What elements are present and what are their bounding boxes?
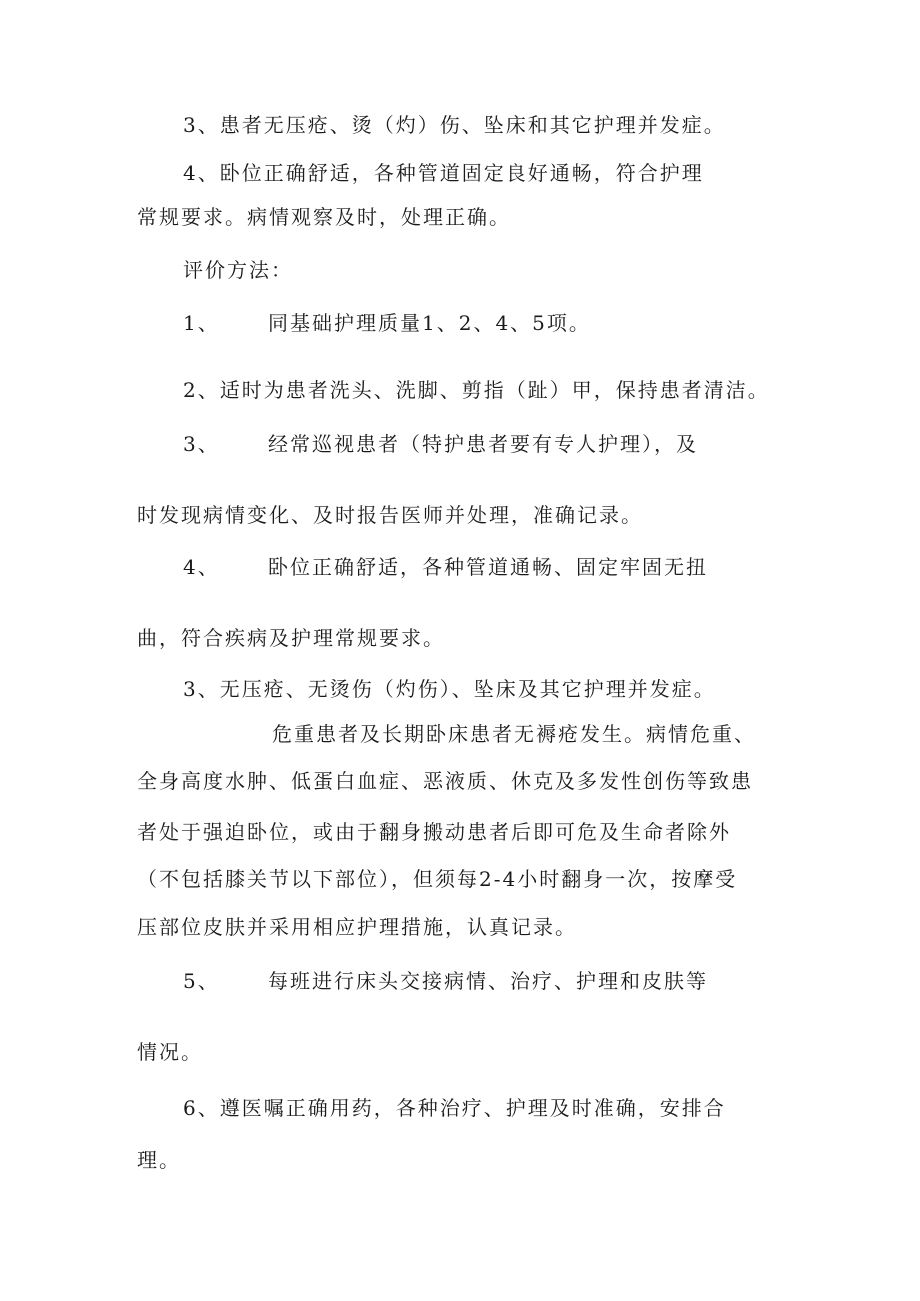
list-item-text: 经常巡视患者（特护患者要有专人护理），及 — [268, 432, 698, 456]
list-item-text: 同基础护理质量1、2、4、5项。 — [268, 311, 591, 335]
list-number: 3、 — [183, 432, 220, 456]
paragraph-line: 情况。 — [137, 1040, 203, 1064]
paragraph-line: 3、患者无压疮、烫（灼）伤、坠床和其它护理并发症。 — [183, 113, 726, 137]
list-item-text: 卧位正确舒适，各种管道通畅、固定牢固无扭 — [268, 555, 708, 579]
paragraph-line: 2、适时为患者洗头、洗脚、剪指（趾）甲，保持患者清洁。 — [183, 378, 770, 402]
list-item-text: 每班进行床头交接病情、治疗、护理和皮肤等 — [268, 969, 708, 993]
paragraph-line: （不包括膝关节以下部位），但须每2-4小时翻身一次，按摩受 — [137, 867, 738, 891]
paragraph-line: 压部位皮肤并采用相应护理措施，认真记录。 — [137, 915, 577, 939]
paragraph-line: 4、卧位正确舒适，各种管道固定良好通畅，符合护理 — [183, 161, 704, 185]
paragraph-line: 危重患者及长期卧床患者无褥疮发生。病情危重、 — [272, 722, 756, 746]
paragraph-line: 3、无压疮、无烫伤（灼伤）、坠床及其它护理并发症。 — [183, 677, 716, 701]
section-heading: 评价方法： — [183, 258, 293, 282]
paragraph-line: 6、遵医嘱正确用药，各种治疗、护理及时准确，安排合 — [183, 1096, 726, 1120]
paragraph-line: 常规要求。病情观察及时，处理正确。 — [137, 205, 511, 229]
list-number: 1、 — [183, 311, 220, 335]
list-number: 5、 — [183, 969, 220, 993]
paragraph-line: 时发现病情变化、及时报告医师并处理，准确记录。 — [137, 503, 643, 527]
paragraph-line: 者处于强迫卧位，或由于翻身搬动患者后即可危及生命者除外 — [137, 820, 731, 844]
paragraph-line: 曲，符合疾病及护理常规要求。 — [137, 626, 445, 650]
paragraph-line: 全身高度水肿、低蛋白血症、恶液质、休克及多发性创伤等致患 — [137, 769, 753, 793]
paragraph-line: 理。 — [137, 1148, 181, 1172]
list-number: 4、 — [183, 555, 220, 579]
